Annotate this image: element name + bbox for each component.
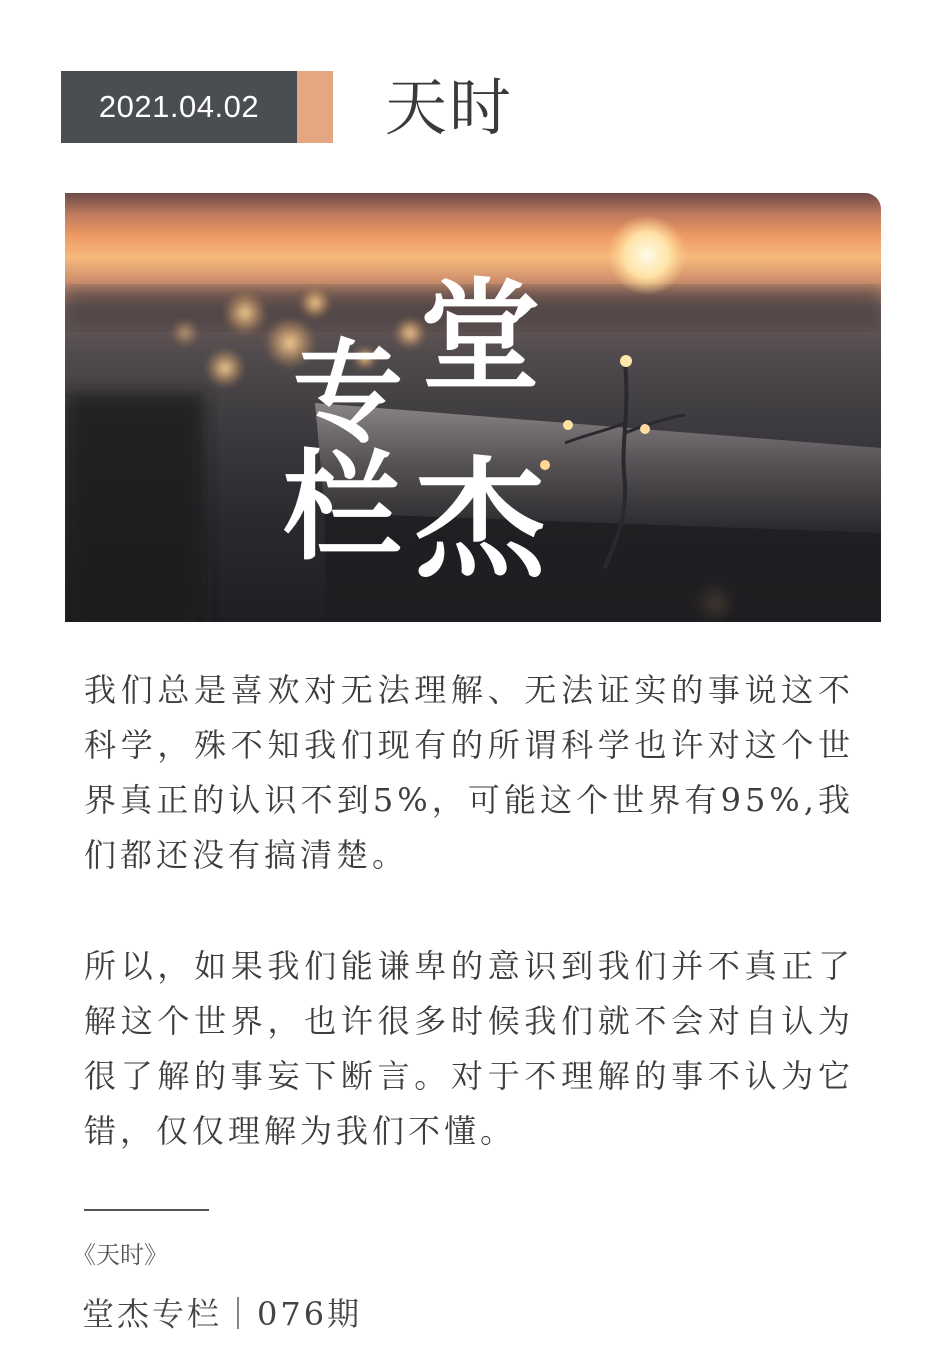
sun xyxy=(607,215,687,295)
work-title: 《天时》 xyxy=(72,1241,168,1269)
page-title: 天时 xyxy=(385,71,514,144)
article-paragraph-1: 我们总是喜欢对无法理解、无法证实的事说这不科学，殊不知我们现有的所谓科学也许对这个世界真正的认识不到5%，可能这个世界有95%,我们都还没有搞清楚。 xyxy=(84,671,854,874)
column-issue: 堂杰专栏｜076期 xyxy=(82,1295,363,1333)
banner-image xyxy=(65,193,881,622)
calligraphy-char-lan: 栏 xyxy=(283,438,402,576)
calligraphy-char-tang: 堂 xyxy=(420,268,540,407)
article-paragraph-2: 所以，如果我们能谦卑的意识到我们并不真正了解这个世界，也许很多时候我们就不会对自认为很了解的事妄下断言。对于不理解的事不认为它错，仅仅理解为我们不懂。 xyxy=(84,947,854,1150)
date-accent-bar xyxy=(297,71,333,143)
calligraphy-char-zhuan: 专 xyxy=(293,329,403,457)
divider xyxy=(84,1209,209,1211)
date-badge: 2021.04.02 xyxy=(61,71,297,143)
calligraphy-char-jie: 杰 xyxy=(415,444,546,596)
